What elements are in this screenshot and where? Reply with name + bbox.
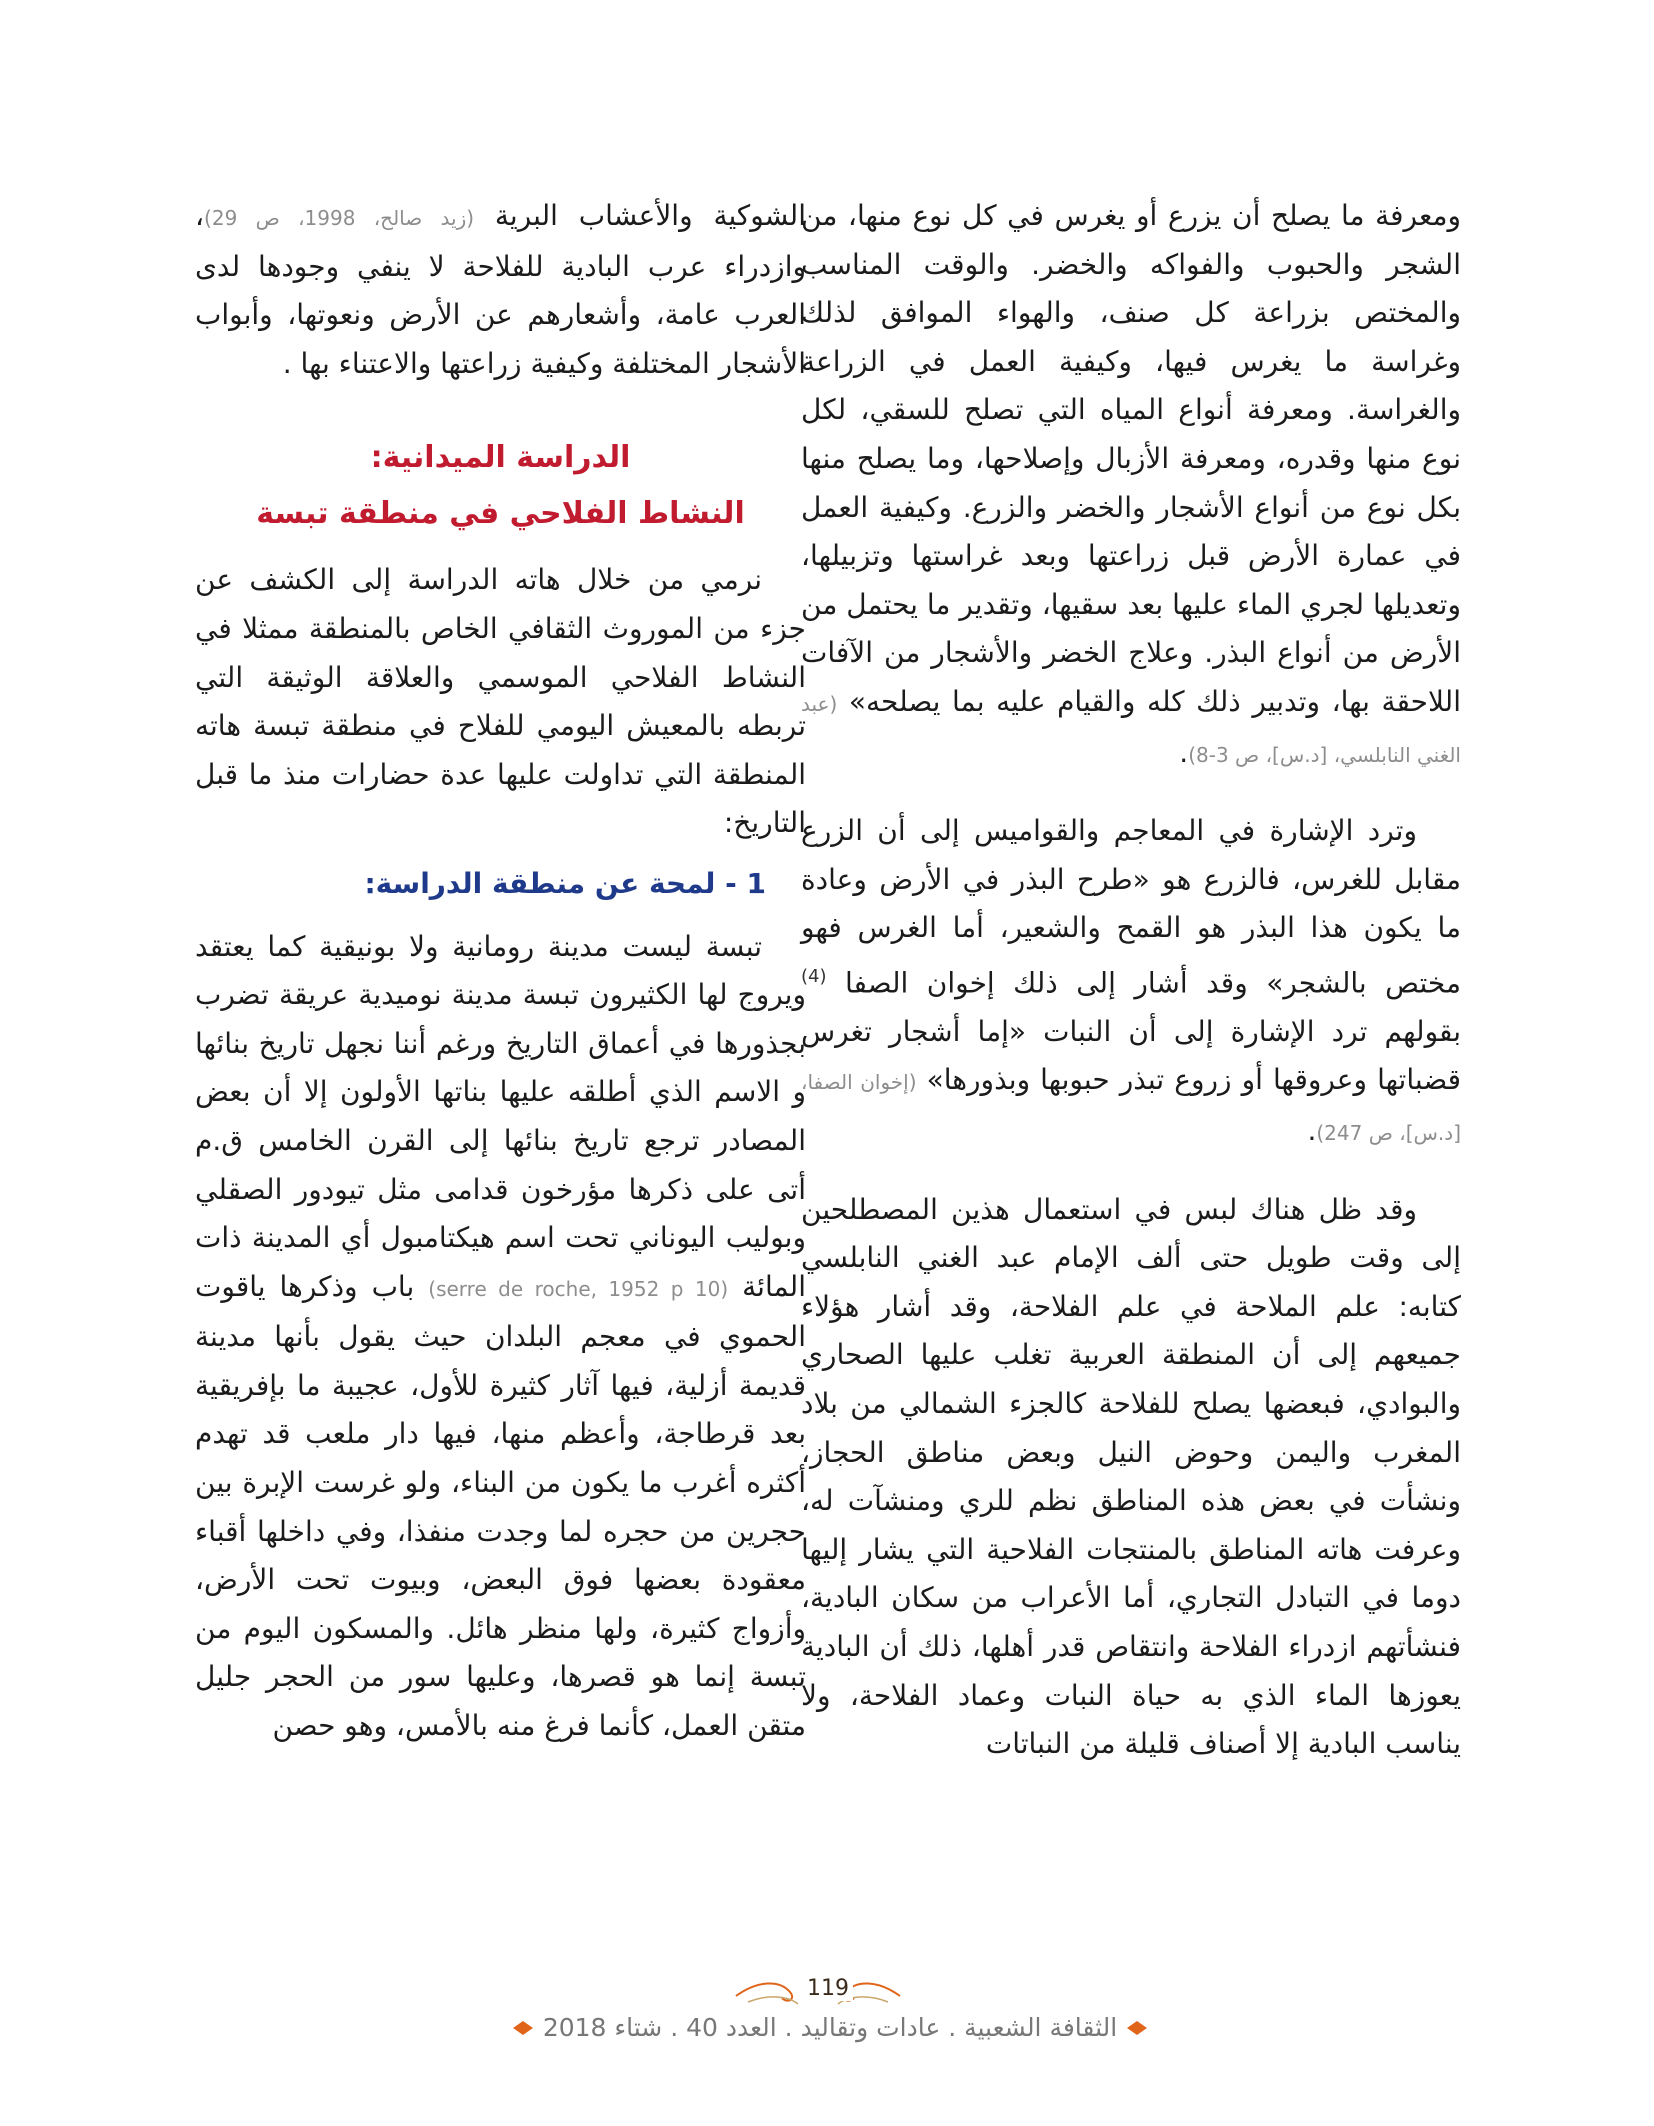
- ornament-diamond-icon: [1127, 2021, 1147, 2035]
- footnote-reference: (4): [801, 965, 827, 987]
- section-title: الدراسة الميدانية:: [370, 440, 631, 476]
- page-number: 119: [803, 1976, 853, 2001]
- journal-footer: [480, 2013, 1180, 2042]
- paragraph: [801, 192, 1461, 779]
- citation: (serre de roche, 1952 p 10): [428, 1276, 729, 1301]
- paragraph-text: ، وازدراء عرب البادية للفلاحة لا ينفي وجودها لدى العرب عامة، وأشعارهم عن الأرض ونعوتها، وأبواب الأشجار المختلفة وكيفية زراعتها والاعتناء بها .: [195, 199, 806, 380]
- right-column: [801, 192, 1461, 1769]
- subsection-title: 1 - لمحة عن منطقة الدراسة:: [364, 866, 766, 900]
- left-column: [195, 192, 806, 1751]
- citation: (عبد الغني النابلسي، [د.س]، ص 3-8): [801, 691, 1461, 767]
- paragraph-text: بقولهم ترد الإشارة إلى أن النبات «إما أشجار تغرس قضباتها وعروقها أو زروع تبذر حبوبها وبذورها»: [801, 1014, 1461, 1097]
- paragraph: نرمي من خلال هاته الدراسة إلى الكشف عن جزء من الموروث الثقافي الخاص بالمنطقة ممثلا في النشاط الفلاحي الموسمي والعلاقة الوثيقة التي تربطه بالمعيش اليومي للفلاح في منطقة تبسة هاته المنطقة التي تداولت عليها عدة حضارات منذ ما قبل التاريخ:: [195, 563, 806, 840]
- punctuation: .: [1307, 1114, 1317, 1148]
- punctuation: .: [1179, 735, 1189, 769]
- journal-info: الثقافة الشعبية . عادات وتقاليد . العدد 40 . شتاء 2018: [542, 2013, 1118, 2042]
- citation: (زيد صالح، 1998، ص 29): [204, 206, 475, 230]
- paragraph-text: وقد ظل هناك لبس في استعمال هذين المصطلحين إلى وقت طويل حتى ألف الإمام عبد الغني النابلسي كتابه: علم الملاحة في علم الفلاحة، وقد أشار هؤلاء جميعهم إلى أن المنطقة العربية تغلب عليها الصحاري والبوادي، فبعضها يصلح للفلاحة كالجزء الشمالي من بلاد المغرب واليمن وحوض النيل وبعض مناطق الحجاز، ونشأت في بعض هذه المناطق نظم للري ومنشآت له، وعرفت هاته المناطق بالمنتجات الفلاحية التي يشار إليها دوما في التبادل التجاري، أما الأعراب من سكان البادية، فنشأتهم ازدراء الفلاحة وانتقاص قدر أهلها، ذلك أن البادية يعوزها الماء الذي به حياة النبات وعماد الفلاحة، ولا يناسب البادية إلا أصناف قليلة من النباتات: [801, 1192, 1461, 1761]
- paragraph-text: ومعرفة ما يصلح أن يزرع أو يغرس في كل نوع منها، من الشجر والحبوب والفواكه والخضر. والوقت المناسب والمختص بزراعة كل صنف، والهواء الموافق لذلك وغراسة ما يغرس فيها، وكيفية العمل في الزراعة والغراسة. ومعرفة أنواع المياه التي تصلح للسقي، لكل نوع منها وقدره، ومعرفة الأزبال وإصلاحها، وما يصلح منها بكل نوع من أنواع الأشجار والخضر والزرع. وكيفية العمل في عمارة الأرض قبل زراعتها وبعد غراستها وتزبيلها، وتعديلها لجري الماء عليها بعد سقيها، وتقدير ما يحتمل من الأرض من أنواع البذر. وعلاج الخضر والأشجار من الآفات اللاحقة بها، وتدبير ذلك كله والقيام عليه بما يصلحه»: [801, 199, 1461, 718]
- section-subtitle: النشاط الفلاحي في منطقة تبسة: [256, 496, 745, 532]
- paragraph: [195, 923, 806, 1751]
- paragraph-text: تبسة ليست مدينة رومانية ولا بونيقية كما يعتقد ويروج لها الكثيرون تبسة مدينة نوميدية عريقة تضرب بجذورها في أعماق التاريخ ورغم أننا نجهل تاريخ بنائها و الاسم الذي أطلقه عليها بناتها الأولون إلا أن بعض المصادر ترجع تاريخ بنائها إلى القرن الخامس ق.م أتى على ذكرها مؤرخون قدامى مثل تيودور الصقلي وبوليب اليوناني تحت اسم هيكتامبول أي المدينة ذات المائة: [195, 929, 806, 1303]
- paragraph-text: الشوكية والأعشاب البرية: [494, 199, 806, 232]
- paragraph-text: وترد الإشارة في المعاجم والقواميس إلى أن الزرع مقابل للغرس، فالزرع هو «طرح البذر في الأرض وعادة ما يكون هذا البذر هو القمح والشعير، أما الغرس فهو مختص بالشجر» وقد أشار إلى ذلك إخوان الصفا: [801, 814, 1461, 1000]
- paragraph: [801, 807, 1461, 1157]
- citation: (إخوان الصفا، [د.س]، ص 247): [801, 1070, 1461, 1146]
- ornament-diamond-icon: [513, 2021, 533, 2035]
- paragraph: [801, 1186, 1461, 1769]
- paragraph-text: باب وذكرها ياقوت الحموي في معجم البلدان حيث يقول بأنها مدينة قديمة أزلية، فيها آثار كثيرة للأول، عجيبة ما بإفريقية بعد قرطاجة، وأعظم منها، فيها دار ملعب قد تهدم أكثره أغرب ما يكون من البناء، ولو غرست الإبرة بين حجرين من حجره لما وجدت منفذا، وفي داخلها أقباء معقودة بعضها فوق البعض، وبيوت تحت الأرض، وأزواج كثيرة، ولها منظر هائل. والمسكون اليوم من تبسة إنما هو قصرها، وعليها سور من الحجر جليل متقن العمل، كأنما فرغ منه بالأمس، وهو حصن: [195, 1269, 806, 1743]
- paragraph: [195, 192, 806, 388]
